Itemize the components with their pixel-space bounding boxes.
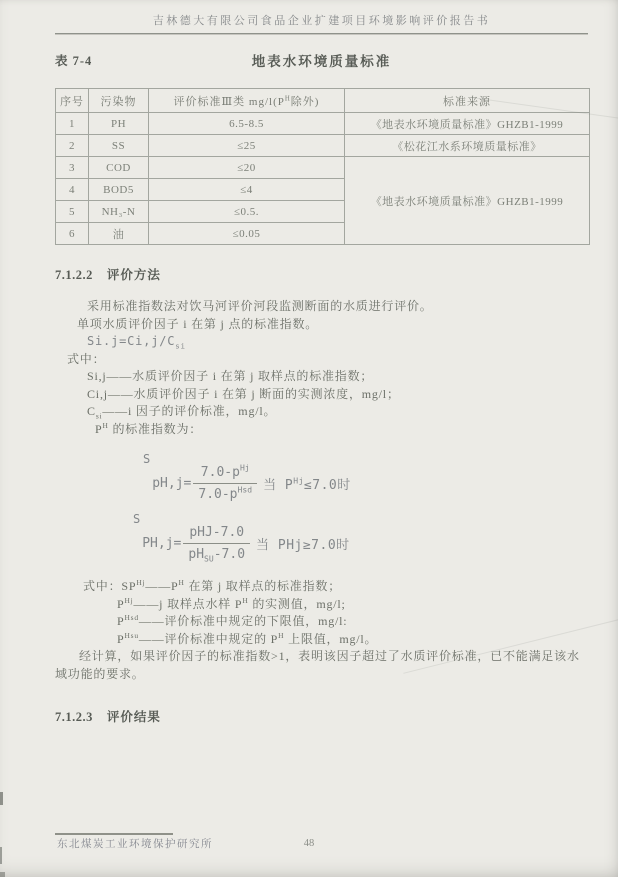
def-phsu-mid: ——评价标准中规定的 P bbox=[138, 631, 279, 646]
def-phsu-post: 上限值，mg/l。 bbox=[284, 631, 378, 646]
ph-intro-sup: H bbox=[102, 420, 109, 430]
def-phsu-sup: Hsu bbox=[124, 630, 139, 640]
cell-pollutant: SS bbox=[89, 135, 149, 157]
page-footer bbox=[0, 817, 618, 877]
col-header-no: 序号 bbox=[56, 89, 89, 113]
cell-pollutant: COD bbox=[89, 157, 149, 179]
denominator-sup: Hsd bbox=[237, 485, 253, 495]
table-row bbox=[56, 157, 590, 179]
standards-table bbox=[55, 88, 590, 245]
scan-edge-mark bbox=[0, 872, 5, 877]
definition-sij: Si,j——水质评价因子 i 在第 j 取样点的标准指数； bbox=[87, 369, 374, 383]
where-label-ph bbox=[55, 578, 588, 596]
fraction bbox=[193, 465, 257, 502]
cell-source-merged: 《地表水环境质量标准》GHZB1-1999 bbox=[345, 157, 590, 245]
cell-pollutant: PH bbox=[89, 113, 149, 135]
where2-sup2: H bbox=[178, 578, 185, 587]
def-phsd-mid: ——评价标准中规定的下限值，mg/l: bbox=[138, 614, 348, 628]
section-title: 评价方法 bbox=[106, 268, 161, 282]
denominator-base: 7.0-p bbox=[198, 486, 238, 502]
where2-sup: Hj bbox=[136, 578, 146, 587]
table-caption bbox=[55, 50, 588, 70]
table-header-row bbox=[56, 89, 590, 113]
definition-csi bbox=[55, 403, 588, 421]
scan-edge-mark bbox=[0, 792, 3, 805]
col-header-standard-pre: 评价标准Ⅲ类 mg/l(P bbox=[173, 95, 285, 108]
col-header-standard-post: 除外) bbox=[290, 95, 320, 108]
page-number: 48 bbox=[303, 838, 315, 849]
cell-no: 4 bbox=[56, 179, 89, 201]
paragraph-single-factor: 单项水质评价因子 i 在第 j 点的标准指数。 bbox=[77, 316, 319, 331]
cell-pollutant: 油 bbox=[89, 223, 149, 245]
formula-condition: 当 PHj≥7.0时 bbox=[256, 537, 350, 553]
footer-rule bbox=[55, 833, 173, 835]
fraction bbox=[183, 525, 250, 562]
fraction-numerator bbox=[193, 465, 257, 484]
col-header-standard bbox=[149, 89, 345, 113]
ph-index-intro bbox=[55, 421, 588, 439]
cell-no: 3 bbox=[56, 157, 89, 179]
formula-label: PH,j= bbox=[142, 535, 182, 551]
condition-sup: Hj bbox=[293, 476, 304, 486]
footer-institute: 东北煤炭工业环境保护研究所 bbox=[57, 839, 213, 850]
definition-phsu bbox=[55, 631, 588, 649]
denominator-sub: SU bbox=[204, 554, 214, 564]
cell-source: 《地表水环境质量标准》GHZB1-1999 bbox=[345, 113, 590, 135]
cell-no: 5 bbox=[56, 201, 89, 223]
where2-post: 在第 j 取样点的标准指数； bbox=[184, 579, 341, 593]
where2-mid: ——P bbox=[145, 579, 179, 593]
section-title: 评价结果 bbox=[106, 710, 161, 724]
cell-pollutant: NH₃-N bbox=[89, 201, 149, 223]
def-phj-sup: Hj bbox=[124, 595, 134, 605]
section-number: 7.1.2.3 bbox=[55, 710, 93, 724]
paragraph-intro: 采用标准指数法对饮马河评价河段监测断面的水质进行评价。 bbox=[87, 299, 433, 313]
table-row bbox=[56, 135, 590, 157]
cell-standard: ≤0.5. bbox=[149, 201, 345, 223]
cell-standard: ≤20 bbox=[149, 157, 345, 179]
table-title: 地表水环境质量标准 bbox=[251, 54, 392, 69]
cell-no: 6 bbox=[56, 223, 89, 245]
cell-no: 1 bbox=[56, 113, 89, 135]
fraction-numerator: pHJ-7.0 bbox=[183, 525, 250, 544]
formula-s-superscript: S bbox=[133, 512, 141, 526]
formula-s-superscript: S bbox=[143, 452, 151, 466]
paragraph-conclusion: 经计算，如果评价因子的标准指数>1，表明该因子超过了水质评价标准，已不能满足该水域功能的要求。 bbox=[55, 649, 580, 681]
where2-pre: 式中：SP bbox=[83, 579, 137, 593]
definition-csi-sub: si bbox=[95, 411, 103, 421]
cell-pollutant: BOD5 bbox=[89, 179, 149, 201]
denominator-base: pH bbox=[188, 546, 205, 562]
def-phsu-sup2: H bbox=[278, 630, 285, 640]
definition-csi-post: ——i 因子的评价标准，mg/l。 bbox=[102, 404, 277, 418]
formula-ph-low bbox=[143, 452, 588, 508]
cell-standard: ≤4 bbox=[149, 179, 345, 201]
denominator-post: -7.0 bbox=[213, 546, 246, 562]
definition-phj bbox=[55, 596, 588, 614]
section-number: 7.1.2.2 bbox=[55, 268, 93, 282]
numerator-base: 7.0-p bbox=[200, 464, 240, 480]
def-phsd-pre: P bbox=[117, 614, 125, 628]
col-header-pollutant: 污染物 bbox=[89, 89, 149, 113]
cell-source: 《松花江水系环境质量标准》 bbox=[345, 135, 590, 157]
where-label: 式中： bbox=[67, 351, 106, 366]
def-phsu-pre: P bbox=[117, 631, 125, 646]
header-rule bbox=[55, 33, 588, 35]
def-phj-mid: ——j 取样点水样 P bbox=[133, 596, 243, 611]
table-row bbox=[56, 113, 590, 135]
condition-post: ≤7.0时 bbox=[303, 477, 351, 493]
cell-no: 2 bbox=[56, 135, 89, 157]
formula-label: pH,j= bbox=[152, 475, 192, 491]
cell-standard: ≤0.05 bbox=[149, 223, 345, 245]
definition-phsd bbox=[55, 613, 588, 631]
fraction-denominator bbox=[193, 484, 257, 502]
condition-pre: 当 P bbox=[263, 477, 294, 493]
numerator-sup: Hj bbox=[239, 463, 250, 473]
ph-intro-pre: P bbox=[95, 421, 103, 436]
def-phj-pre: P bbox=[117, 596, 125, 611]
cell-standard: ≤25 bbox=[149, 135, 345, 157]
def-phj-post: 的实测值，mg/l; bbox=[248, 596, 346, 611]
formula-si-sub: si bbox=[175, 341, 186, 351]
formula-si bbox=[55, 333, 588, 351]
def-phsd-sup: Hsd bbox=[124, 613, 139, 622]
table-label: 表 7-4 bbox=[55, 54, 93, 68]
scan-edge-mark bbox=[0, 847, 2, 864]
fraction-denominator bbox=[183, 544, 250, 562]
section-heading-method bbox=[55, 265, 588, 283]
ph-intro-post: 的标准指数为： bbox=[108, 421, 203, 436]
col-header-source: 标准来源 bbox=[345, 89, 590, 113]
section-heading-result bbox=[55, 707, 588, 725]
def-phj-sup2: H bbox=[242, 595, 249, 605]
definition-cij: Ci,j——水质评价因子 i 在第 j 断面的实测浓度，mg/l； bbox=[87, 386, 400, 401]
definition-csi-pre: C bbox=[87, 404, 96, 418]
header-title: 吉林德大有限公司食品企业扩建项目环境影响评价报告书 bbox=[152, 15, 491, 27]
formula-si-base: Si.j=Ci,j/C bbox=[87, 334, 176, 348]
cell-standard: 6.5-8.5 bbox=[149, 113, 345, 135]
formula-condition bbox=[263, 474, 351, 493]
formula-ph-high bbox=[133, 512, 588, 568]
col-header-standard-sup: H bbox=[284, 94, 291, 102]
